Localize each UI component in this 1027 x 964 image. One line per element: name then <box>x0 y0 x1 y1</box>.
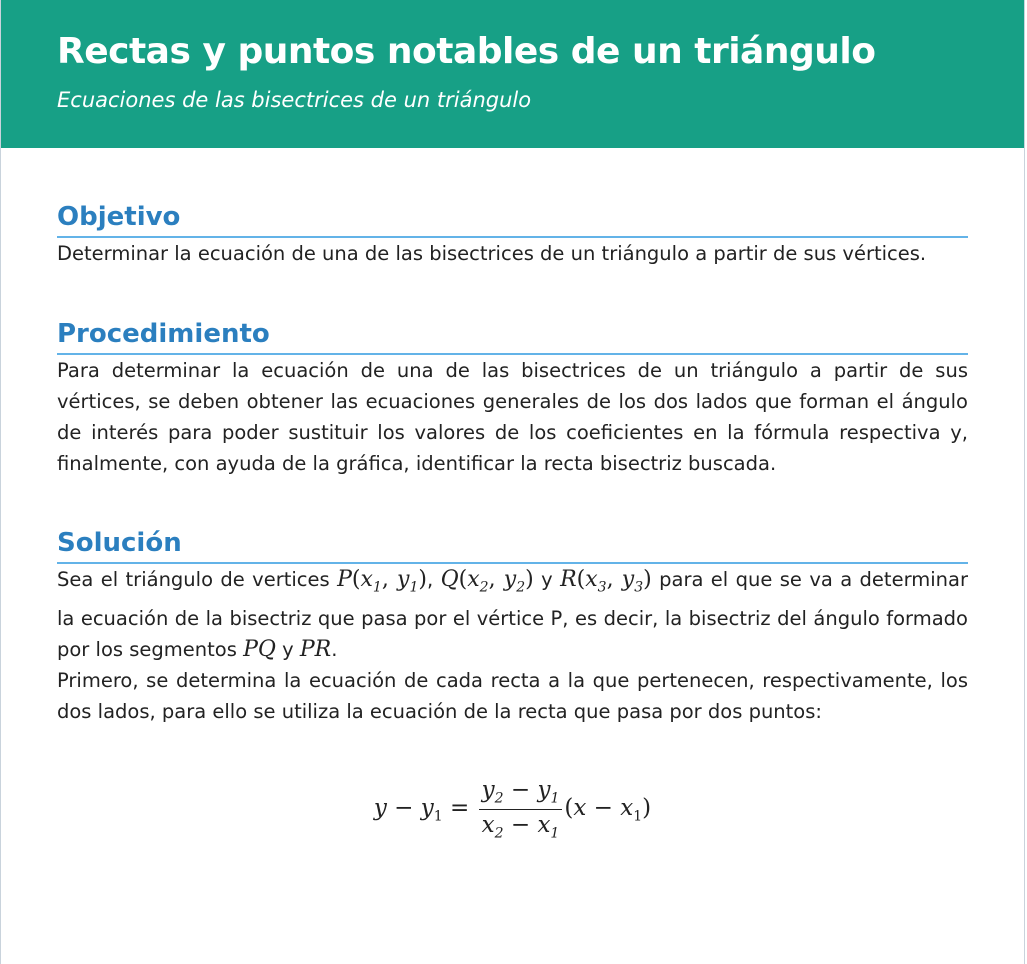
solucion-p1-end: . <box>331 638 338 662</box>
solucion-paragraph-2: Primero, se determina la ecuación de cada recta a la que pertenecen, respectivamente, los dos lados, para ello se utiliza la ecuación de la recta que pasa por dos puntos: <box>57 669 968 724</box>
segment-pr-math: PR <box>299 637 332 663</box>
vertex-p-math: $P(x_1$, $y_1$) <box>337 567 427 596</box>
content <box>1 200 1024 842</box>
procedimiento-text: Para determinar la ecuación de una de las bisectrices de un triángulo a partir de sus vértices, se deben obtener las ecuaciones generales de los dos lados que forman el ángulo de interés para poder sustituir los valores de los coeficientes en la fórmula respectiva y, finalmente, con ayuda de la gráfica, identificar la recta bisectriz buscada. <box>57 359 968 475</box>
solucion-p1-y2: y <box>275 638 300 662</box>
solucion-p1-mid: para el que se va a determinar la ecuación de la bisectriz que pasa por el vértice P, es decir, la bisectriz del ángulo formado por los segmentos <box>57 568 968 662</box>
segment-pq-math: PQ <box>243 637 276 663</box>
section-heading-objetivo: Objetivo <box>57 200 968 238</box>
page-title: Rectas y puntos notables de un triángulo <box>57 31 876 72</box>
slope-fraction: $\frac{y_2 - y_1}{x_2 - x_1}$ <box>479 777 563 841</box>
page-subtitle: Ecuaciones de las bisectrices de un triángulo <box>57 88 532 112</box>
section-heading-solucion: Solución <box>57 526 968 564</box>
solucion-p1-y: y <box>533 568 561 591</box>
two-point-line-formula: $y - y_1$ = $\frac{y_2 - y_1}{x_2 - x_1}$ $(x - x_1)$ <box>373 777 652 842</box>
vertex-q-math: $Q(x_2$, $y_2$) <box>440 567 534 596</box>
section-heading-procedimiento: Procedimiento <box>57 317 968 355</box>
header-banner <box>1 0 1024 148</box>
solucion-p1-start: Sea el triángulo de vertices <box>57 568 338 591</box>
solucion-paragraph-1: Sea el triángulo de vertices $P(x_1$, $y_1$), $Q(x_2$, $y_2$) y $R(x_3$, $y_3$) para el que se va a determinar la ecuación de la bisectriz que pasa por el vértice P, es decir, la bisectriz del ángulo formado por los segmentos PQ y PR. <box>57 567 968 663</box>
objetivo-text: Determinar la ecuación de una de las bisectrices de un triángulo a partir de sus vértices. <box>57 242 927 265</box>
vertex-r-math: $R(x_3$, $y_3$) <box>560 567 652 596</box>
